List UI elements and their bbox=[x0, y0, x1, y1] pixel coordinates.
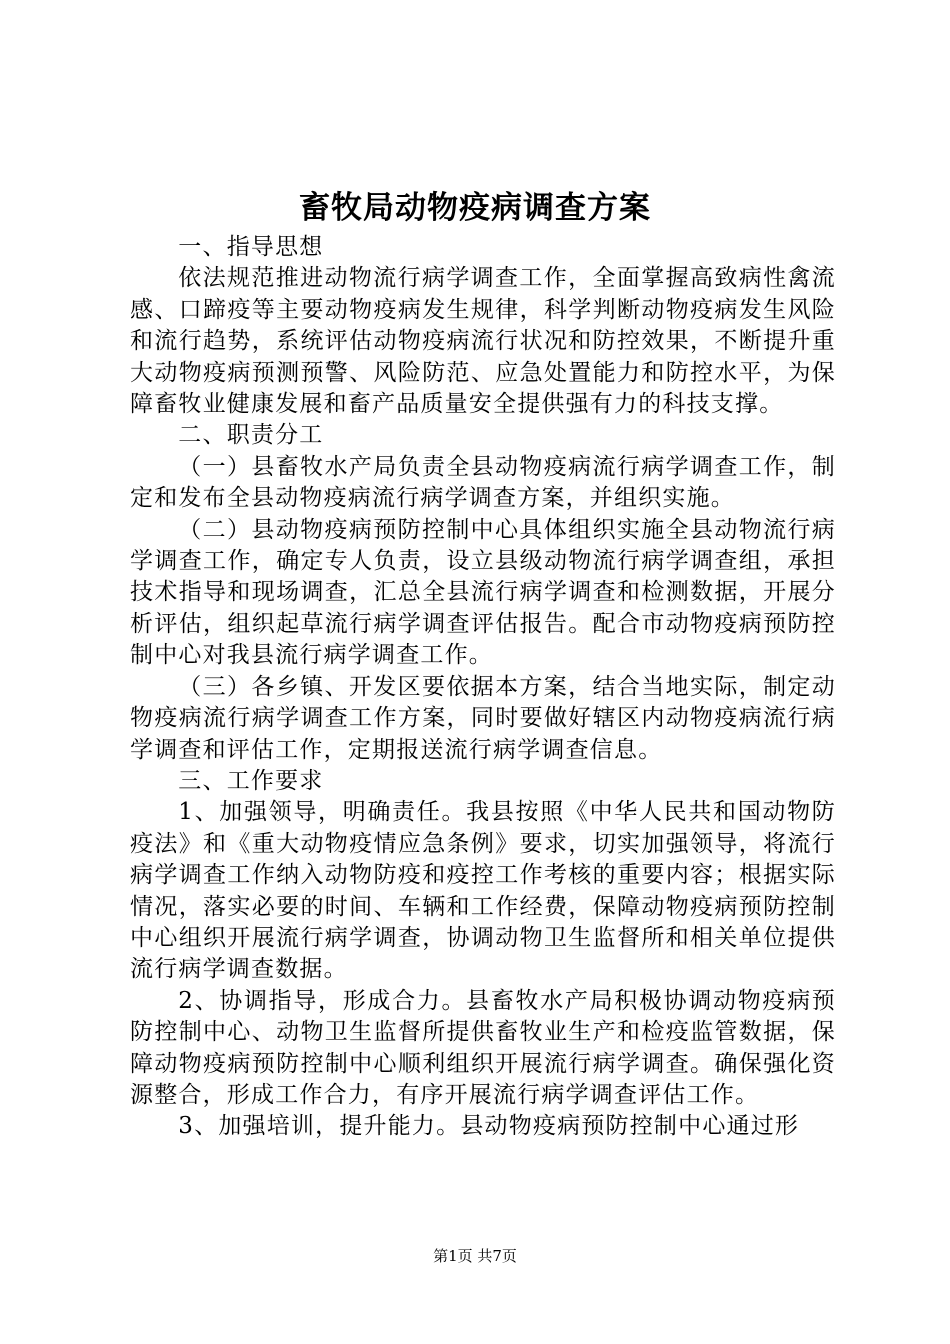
paragraph-responsibility-2: （二）县动物疫病预防控制中心具体组织实施全县动物流行病学调查工作，确定专人负责，设立县级动物流行病学调查组，承担技术指导和现场调查，汇总全县流行病学调查和检测数据，开展分析评估，组织起草流行病学调查评估报告。配合市动物疫病预防控制中心对我县流行病学调查工作。 bbox=[130, 516, 836, 669]
paragraph-responsibility-3: （三）各乡镇、开发区要依据本方案，结合当地实际，制定动物疫病流行病学调查工作方案，同时要做好辖区内动物疫病流行病学调查和评估工作，定期报送流行病学调查信息。 bbox=[130, 673, 836, 763]
section-heading-guiding-ideology: 一、指导思想 bbox=[178, 234, 324, 260]
document-title: 畜牧局动物疫病调查方案 bbox=[299, 190, 651, 226]
section-heading-work-requirements: 三、工作要求 bbox=[178, 767, 324, 794]
document-body bbox=[130, 232, 836, 1143]
paragraph-guiding-ideology: 依法规范推进动物流行病学调查工作，全面掌握高致病性禽流感、口蹄疫等主要动物疫病发生规律，科学判断动物疫病发生风险和流行趋势，系统评估动物疫病流行状况和防控效果，不断提升重大动物疫病预测预警、风险防范、应急处置能力和防控水平，为保障畜牧业健康发展和畜产品质量安全提供强有力的科技支撑。 bbox=[130, 265, 836, 418]
page-number-footer: 第1页 共7页 bbox=[433, 1247, 517, 1265]
paragraph-requirement-2: 2、协调指导，形成合力。县畜牧水产局积极协调动物疫病预防控制中心、动物卫生监督所提供畜牧业生产和检疫监管数据，保障动物疫病预防控制中心顺利组织开展流行病学调查。确保强化资源整合，形成工作合力，有序开展流行病学调查评估工作。 bbox=[130, 987, 836, 1108]
paragraph-requirement-1: 1、加强领导，明确责任。我县按照《中华人民共和国动物防疫法》和《重大动物疫情应急条例》要求，切实加强领导，将流行病学调查工作纳入动物防疫和疫控工作考核的重要内容；根据实际情况，落实必要的时间、车辆和工作经费，保障动物疫病预防控制中心组织开展流行病学调查，协调动物卫生监督所和相关单位提供流行病学调查数据。 bbox=[130, 799, 836, 983]
paragraph-responsibility-1: （一）县畜牧水产局负责全县动物疫病流行病学调查工作，制定和发布全县动物疫病流行病学调查方案，并组织实施。 bbox=[130, 453, 836, 512]
paragraph-requirement-3: 3、加强培训，提升能力。县动物疫病预防控制中心通过形 bbox=[178, 1113, 800, 1140]
section-heading-responsibilities: 二、职责分工 bbox=[178, 422, 324, 449]
